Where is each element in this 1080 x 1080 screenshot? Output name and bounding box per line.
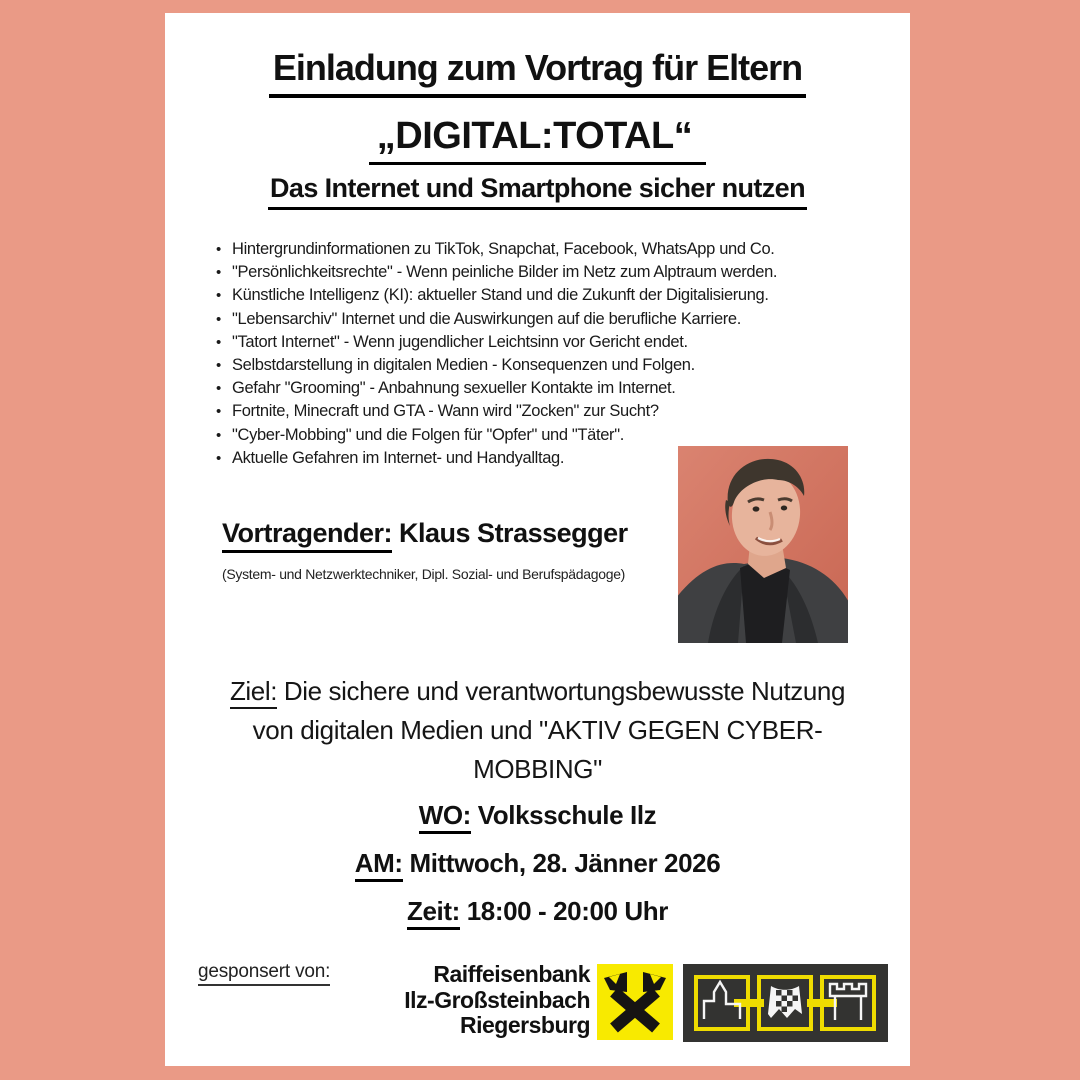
detail-date-label: AM: <box>355 848 403 882</box>
speaker-photo <box>678 446 848 643</box>
topic-item: • Selbstdarstellung in digitalen Medien - Konsequenzen und Folgen. <box>215 354 882 377</box>
detail-time-value: 18:00 - 20:00 Uhr <box>459 896 669 926</box>
topic-item: • Aktuelle Gefahren im Internet- und Handyalltag. <box>215 447 882 470</box>
detail-time <box>165 896 910 927</box>
page-subtitle-text: „DIGITAL:TOTAL“ <box>369 115 706 165</box>
detail-time-label: Zeit: <box>407 896 460 930</box>
goal-body: Die sichere und verantwortungsbewusste Nutzung von digitalen Medien und "AKTIV GEGEN CYBER-MOBBING" <box>252 676 846 784</box>
bank-name-line: Riegersburg <box>460 1012 590 1038</box>
page-subtitle <box>165 115 910 165</box>
topic-item: • "Lebensarchiv" Internet und die Auswirkungen auf die berufliche Karriere. <box>215 308 882 331</box>
topic-item: • Hintergrundinformationen zu TikTok, Snapchat, Facebook, WhatsApp und Co. <box>215 238 882 261</box>
speaker-line <box>222 518 628 549</box>
speaker-credentials: (System- und Netzwerktechniker, Dipl. Sozial- und Berufspädagoge) <box>222 566 626 582</box>
topic-item: • "Tatort Internet" - Wenn jugendlicher Leichtsinn vor Gericht endet. <box>215 331 882 354</box>
detail-date-value: Mittwoch, 28. Jänner 2026 <box>402 848 721 878</box>
page-title <box>165 47 910 98</box>
goal-label: Ziel: <box>230 676 277 709</box>
detail-location <box>165 800 910 831</box>
page-tagline-text: Das Internet und Smartphone sicher nutzen <box>268 173 807 210</box>
bank-name-line: Raiffeisenbank <box>433 961 590 987</box>
page-tagline <box>165 173 910 210</box>
raiffeisen-gable-cross-icon <box>597 964 673 1040</box>
topic-item: • Künstliche Intelligenz (KI): aktueller Stand und die Zukunft der Digitalisierung. <box>215 284 882 307</box>
bank-name-line: Ilz-Großsteinbach <box>404 986 590 1013</box>
topic-item: • "Cyber-Mobbing" und die Folgen für "Opfer" und "Täter". <box>215 424 882 447</box>
goal-text <box>210 672 865 789</box>
topic-item: • Fortnite, Minecraft und GTA - Wann wird "Zocken" zur Sucht? <box>215 400 882 423</box>
topic-item: • "Persönlichkeitsrechte" - Wenn peinliche Bilder im Netz zum Alptraum werden. <box>215 261 882 284</box>
page-title-text: Einladung zum Vortrag für Eltern <box>269 47 806 98</box>
speaker-name: Klaus Strassegger <box>392 518 628 548</box>
topic-item: • Gefahr "Grooming" - Anbahnung sexueller Kontakte im Internet. <box>215 377 882 400</box>
speaker-label: Vortragender: <box>222 518 392 553</box>
detail-location-value: Volksschule Ilz <box>470 800 657 830</box>
municipalities-logo <box>683 964 888 1042</box>
flyer-page <box>165 13 910 1066</box>
sponsor-label: gesponsert von: <box>198 961 330 986</box>
detail-location-label: WO: <box>419 800 471 834</box>
topic-list <box>215 238 882 470</box>
detail-date <box>165 848 910 879</box>
bank-name <box>285 962 590 1039</box>
